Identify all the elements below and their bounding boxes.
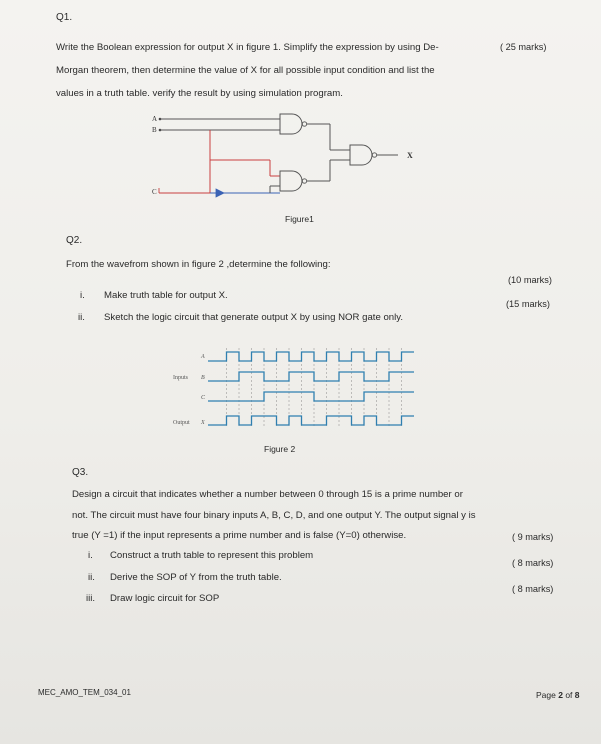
q3-item-3-marks: ( 8 marks) <box>512 584 554 594</box>
waveform-inputs-label: Inputs <box>173 375 188 381</box>
q3-item-2-text: Derive the SOP of Y from the truth table. <box>110 572 282 583</box>
waveform-label-x: X <box>201 420 205 426</box>
footer-page-prefix: Page <box>536 690 559 700</box>
waveform-x <box>208 416 414 425</box>
figure1-input-b: B <box>152 126 157 134</box>
q2-item-2-marks: (15 marks) <box>506 299 550 309</box>
figure1-input-a: A <box>152 115 158 123</box>
figure1-caption: Figure1 <box>285 214 314 224</box>
footer-page-current: 2 <box>558 690 563 700</box>
waveform-a <box>208 352 414 361</box>
q2-number: Q2. <box>66 235 83 246</box>
q2-intro: From the wavefrom shown in figure 2 ,determine the following: <box>66 259 331 270</box>
q1-line-3: values in a truth table. verify the result by using simulation program. <box>56 88 343 99</box>
final-nand-bubble <box>372 153 376 157</box>
q2-item-2-text: Sketch the logic circuit that generate output X by using NOR gate only. <box>104 312 403 323</box>
q3-line-3: true (Y =1) if the input represents a prime number and is false (Y=0) otherwise. <box>72 530 407 541</box>
top-nand-gate <box>280 114 302 134</box>
q3-item-1-marks: ( 9 marks) <box>512 532 554 542</box>
q3-item-3-text: Draw logic circuit for SOP <box>110 593 220 604</box>
q1-line-1: Write the Boolean expression for output X in figure 1. Simplify the expression by using De- <box>56 42 439 53</box>
bottom-nand-bubble <box>302 179 306 183</box>
q2-item-2-number: ii. <box>78 312 85 323</box>
q2-item-1-number: i. <box>80 290 85 301</box>
top-nand-bubble <box>302 122 306 126</box>
waveform-label-c: C <box>201 395 206 401</box>
q3-line-2: not. The circuit must have four binary inputs A, B, C, D, and one output Y. The output signal y is <box>72 510 476 521</box>
footer-page-number <box>536 690 580 700</box>
q2-item-1-text: Make truth table for output X. <box>104 290 228 301</box>
figure1-output-x: X <box>407 151 413 160</box>
q3-item-1-text: Construct a truth table to represent this problem <box>110 550 314 561</box>
figure1-circuit <box>140 108 440 208</box>
q3-line-1: Design a circuit that indicates whether a number between 0 through 15 is a prime number or <box>72 489 463 500</box>
bottom-nand-gate <box>280 171 302 191</box>
figure2-waveform <box>170 342 420 434</box>
q2-item-1-marks: (10 marks) <box>508 275 552 285</box>
footer-document-code: MEC_AMO_TEM_034_01 <box>38 688 131 697</box>
waveform-output-label: Output <box>173 420 190 426</box>
footer-page-mid: of <box>562 690 575 700</box>
q1-number: Q1. <box>56 12 73 23</box>
q3-item-1-number: i. <box>88 550 93 561</box>
waveform-b <box>208 372 414 381</box>
inverter-triangle <box>216 189 224 197</box>
figure2-caption: Figure 2 <box>264 444 296 454</box>
q3-item-2-number: ii. <box>88 572 95 583</box>
waveform-label-b: B <box>201 375 205 381</box>
q3-number: Q3. <box>72 467 89 478</box>
figure1-input-c: C <box>152 188 157 196</box>
footer-page-total: 8 <box>574 690 580 700</box>
final-nand-gate <box>350 145 372 165</box>
q1-marks: ( 25 marks) <box>500 42 547 52</box>
q1-line-2: Morgan theorem, then determine the value of X for all possible input condition and list the <box>56 65 435 76</box>
q3-item-3-number: iii. <box>86 593 96 604</box>
q3-item-2-marks: ( 8 marks) <box>512 558 554 568</box>
waveform-label-a: A <box>201 354 205 360</box>
